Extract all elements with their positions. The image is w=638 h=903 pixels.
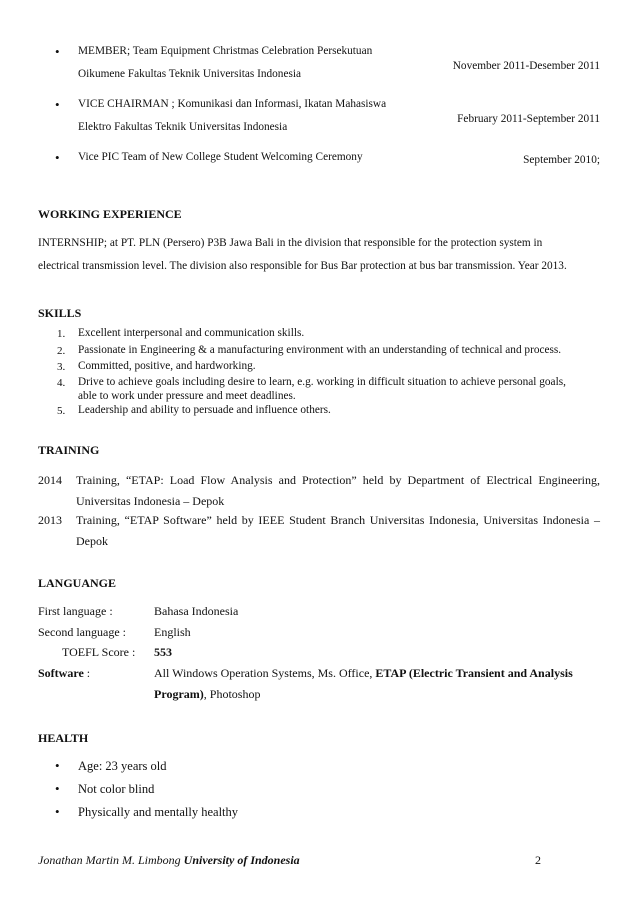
org-3-date: September 2010; [523, 154, 600, 166]
bullet-icon: • [55, 804, 60, 819]
org-2-date: February 2011-September 2011 [457, 113, 600, 125]
software-plain: All Windows Operation Systems, Ms. Office, [154, 666, 376, 680]
working-experience-heading: WORKING EXPERIENCE [38, 207, 182, 221]
org-2-line1: VICE CHAIRMAN ; Komunikasi dan Informasi, Ikatan Mahasiswa [78, 98, 387, 110]
skill-number: 5. [57, 405, 66, 417]
skills-heading: SKILLS [38, 306, 82, 320]
software-plain: , Photoshop [203, 687, 261, 701]
training-line2: Universitas Indonesia – Depok [76, 494, 225, 508]
org-1-line2: Oikumene Fakultas Teknik Universitas Indonesia [78, 68, 302, 80]
bullet-icon: • [55, 781, 60, 796]
software-value-line2 [154, 687, 260, 702]
skill-number: 2. [57, 345, 66, 357]
skill-item: Drive to achieve goals including desire to learn, e.g. working in difficult situation to achieve personal goals, [78, 376, 566, 388]
second-language-label: Second language : [38, 625, 126, 639]
skill-number: 4. [57, 377, 66, 389]
software-bold: Program) [154, 687, 204, 701]
training-year: 2014 [38, 473, 62, 487]
software-bold: ETAP (Electric Transient and Analysis [375, 666, 573, 680]
working-experience-line1: INTERNSHIP; at PT. PLN (Persero) P3B Jawa Bali in the division that responsible for the protection system in [38, 237, 543, 249]
bullet-icon: • [55, 150, 60, 165]
first-language-label: First language : [38, 604, 113, 618]
org-2-line2: Elektro Fakultas Teknik Universitas Indonesia [78, 121, 288, 133]
bullet-icon: • [55, 97, 60, 112]
software-colon: : [83, 666, 91, 680]
health-heading: HEALTH [38, 731, 89, 745]
skill-item: Excellent interpersonal and communication skills. [78, 327, 305, 339]
health-item: Physically and mentally healthy [78, 805, 239, 819]
footer-author [38, 853, 300, 868]
toefl-label: TOEFL Score : [62, 645, 136, 659]
bullet-icon: • [55, 44, 60, 59]
skill-item: Passionate in Engineering & a manufacturing environment with an understanding of technical and process. [78, 344, 562, 356]
skill-item: Committed, positive, and hardworking. [78, 360, 256, 372]
health-item: Age: 23 years old [78, 759, 167, 773]
org-3-line1: Vice PIC Team of New College Student Welcoming Ceremony [78, 151, 363, 163]
training-line2: Depok [76, 534, 108, 548]
training-line1: Training, “ETAP Software” held by IEEE Student Branch Universitas Indonesia, Universitas Indonesia – [76, 513, 600, 527]
training-year: 2013 [38, 513, 62, 527]
skill-number: 1. [57, 328, 66, 340]
page-number: 2 [535, 853, 541, 867]
footer-university: University of Indonesia [183, 853, 300, 867]
org-1-date: November 2011-Desember 2011 [452, 60, 600, 72]
software-label [38, 666, 90, 681]
skill-item: Leadership and ability to persuade and influence others. [78, 404, 331, 416]
org-1-line1: MEMBER; Team Equipment Christmas Celebration Persekutuan [78, 45, 373, 57]
footer-name: Jonathan Martin M. Limbong [38, 853, 181, 867]
software-label-text: Software [38, 666, 84, 680]
skill-item-continued: able to work under pressure and meet deadlines. [78, 390, 296, 402]
first-language-value: Bahasa Indonesia [154, 604, 239, 618]
working-experience-line2: electrical transmission level. The division also responsible for Bus Bar protection at bus bar transmission. Year 2013. [38, 260, 567, 272]
training-line1: Training, “ETAP: Load Flow Analysis and Protection” held by Department of Electrical Engineering, [76, 473, 600, 487]
language-heading: LANGUANGE [38, 576, 117, 590]
training-heading: TRAINING [38, 443, 100, 457]
second-language-value: English [154, 625, 191, 639]
software-value-line1 [154, 666, 573, 681]
toefl-value: 553 [154, 645, 172, 659]
bullet-icon: • [55, 758, 60, 773]
skill-number: 3. [57, 361, 66, 373]
health-item: Not color blind [78, 782, 155, 796]
